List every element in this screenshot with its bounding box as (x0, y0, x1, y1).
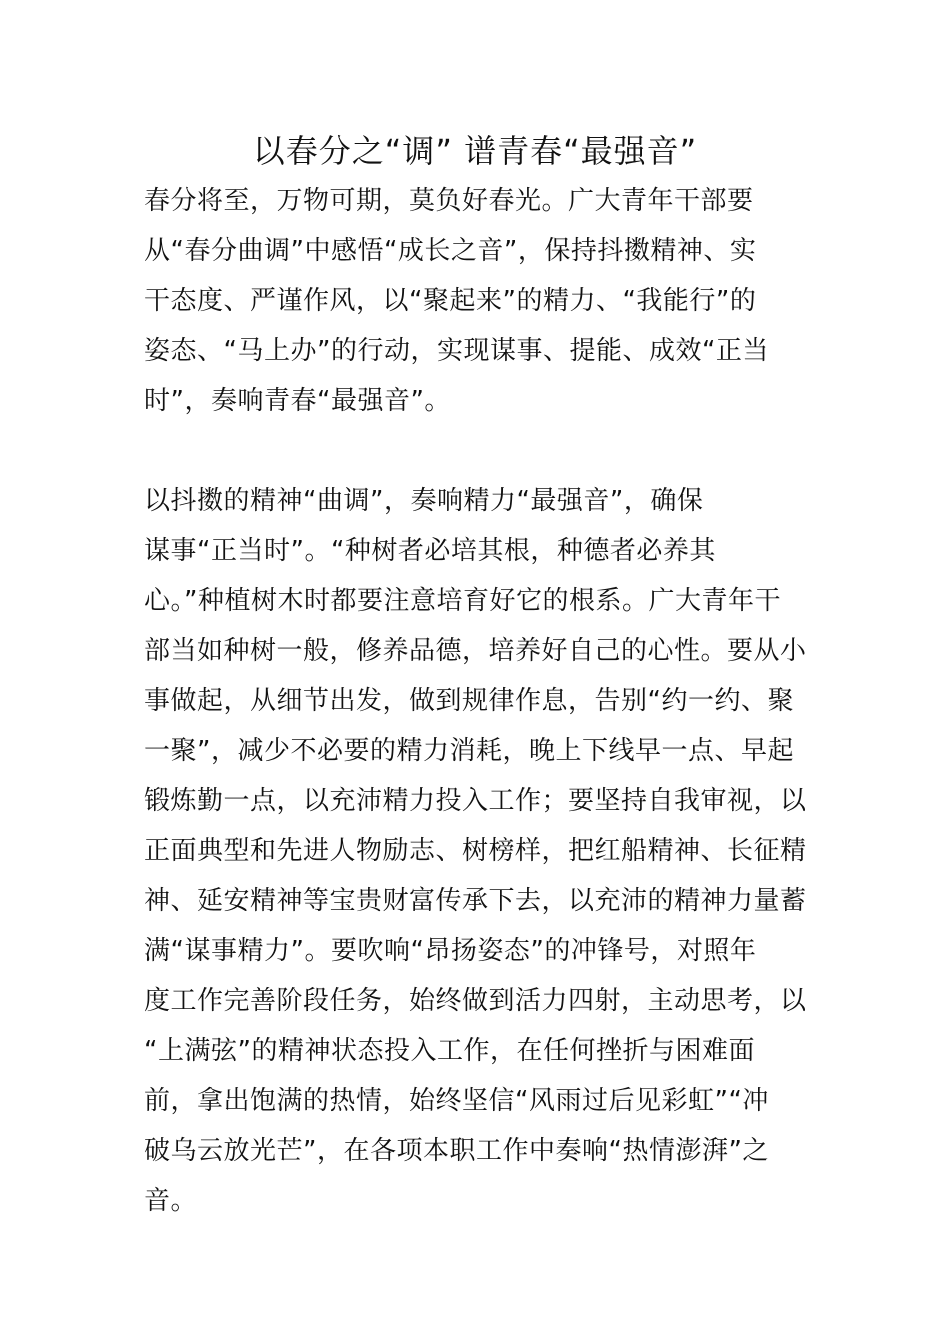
paragraph-line: 破乌云放光芒”，在各项本职工作中奏响“热情澎湃”之 (144, 1136, 769, 1166)
paragraph-1 (144, 176, 810, 426)
paragraph-line: 锻炼勤一点，以充沛精力投入工作；要坚持自我审视，以 (144, 786, 807, 816)
paragraph-line: 部当如种树一般，修养品德，培养好自己的心性。要从小 (144, 636, 807, 666)
paragraph-line: 干态度、严谨作风，以“聚起来”的精力、“我能行”的 (144, 286, 757, 316)
paragraph-line: 前，拿出饱满的热情，始终坚信“风雨过后见彩虹”“冲 (144, 1086, 769, 1116)
paragraph-line: 正面典型和先进人物励志、树榜样，把红船精神、长征精 (144, 836, 807, 866)
paragraph-line: 谋事“正当时”。“种树者必培其根，种德者必养其 (144, 536, 716, 566)
paragraph-line: 满“谋事精力”。要吹响“昂扬姿态”的冲锋号，对照年 (144, 936, 757, 966)
paragraph-2 (144, 476, 810, 1226)
paragraph-line: 度工作完善阶段任务，始终做到活力四射，主动思考，以 (144, 986, 807, 1016)
paragraph-line: 春分将至，万物可期，莫负好春光。广大青年干部要 (144, 186, 754, 216)
paragraph-line: 事做起，从细节出发，做到规律作息，告别“约一约、聚 (144, 686, 794, 716)
paragraph-line: “上满弦”的精神状态投入工作，在任何挫折与困难面 (144, 1036, 755, 1066)
paragraph-line: 心。”种植树木时都要注意培育好它的根系。广大青年干 (144, 586, 781, 616)
paragraph-line: 从“春分曲调”中感悟“成长之音”，保持抖擞精神、实 (144, 236, 757, 266)
paragraph-line: 音。 (144, 1186, 198, 1216)
paragraph-line: 时”，奏响青春“最强音”。 (144, 386, 451, 416)
paragraph-line: 神、延安精神等宝贵财富传承下去，以充沛的精神力量蓄 (144, 886, 807, 916)
document-title: 以春分之“调” 谱青春“最强音” (252, 132, 698, 170)
paragraph-line: 一聚”，减少不必要的精力消耗，晚上下线早一点、早起 (144, 736, 794, 766)
paragraph-line: 以抖擞的精神“曲调”，奏响精力“最强音”，确保 (144, 486, 704, 516)
paragraph-line: 姿态、“马上办”的行动，实现谋事、提能、成效“正当 (144, 336, 769, 366)
